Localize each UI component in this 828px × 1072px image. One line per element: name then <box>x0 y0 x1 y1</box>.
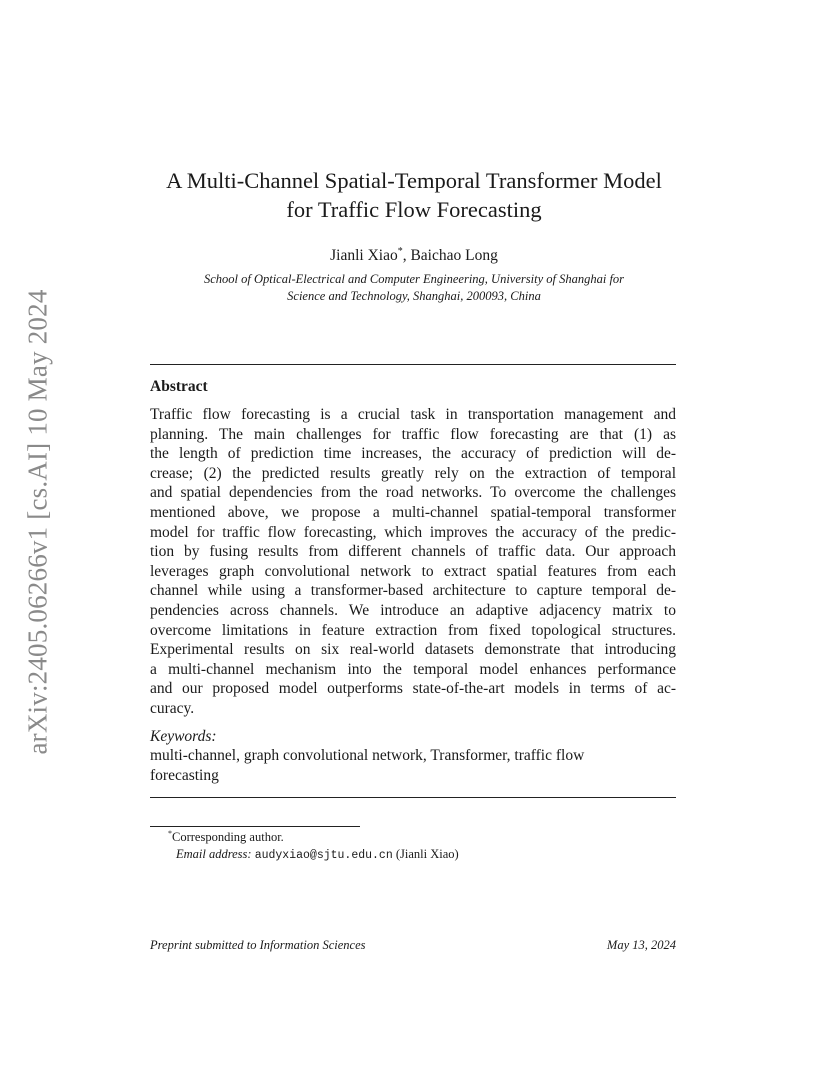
footer-date: May 13, 2024 <box>606 938 676 952</box>
abstract-line: tion by fusing results from different channels of traffic data. Our approach <box>150 543 676 561</box>
footnote-mark: * <box>168 829 172 838</box>
author-first: Jianli Xiao <box>330 247 398 265</box>
arxiv-identifier[interactable]: arXiv:2405.06266v1 [cs.AI] 10 May 2024 <box>22 289 53 755</box>
affiliation <box>150 271 678 305</box>
corresponding-mark: * <box>397 246 403 257</box>
abstract-line: pendencies across channels. We introduce an adaptive adjacency matrix to <box>150 601 676 619</box>
keywords-line-2: forecasting <box>150 766 219 784</box>
abstract-line: mentioned above, we propose a multi-channel spatial-temporal transformer <box>150 503 676 521</box>
preprint-note: Preprint submitted to Information Sciences <box>150 938 366 952</box>
affiliation-line-2: Science and Technology, Shanghai, 200093, China <box>287 289 541 303</box>
abstract-line: and spatial dependencies from the road networks. To overcome the challenges <box>150 484 676 502</box>
email-link[interactable]: audyxiao@sjtu.edu.cn <box>254 849 393 862</box>
abstract-line: planning. The main challenges for traffic flow forecasting are that (1) as <box>150 425 676 443</box>
abstract-line: Experimental results on six real-world datasets demonstrate that introducing <box>150 641 676 659</box>
affiliation-line-1: School of Optical-Electrical and Computer Engineering, University of Shanghai for <box>203 272 625 286</box>
title-line-1: A Multi-Channel Spatial-Temporal Transformer Model <box>166 168 662 193</box>
paper-title <box>120 166 708 224</box>
email-owner: (Jianli Xiao) <box>392 847 459 861</box>
abstract-body <box>150 405 676 719</box>
abstract-line: Traffic flow forecasting is a crucial task in transportation management and <box>150 406 676 423</box>
bottom-divider <box>150 797 676 798</box>
footnote-rule <box>150 826 360 827</box>
abstract-line: leverages graph convolutional network to extract spatial features from each <box>150 562 676 580</box>
abstract-line: the length of prediction time increases, the accuracy of prediction will de- <box>150 445 676 463</box>
abstract-line: a multi-channel mechanism into the temporal model enhances performance <box>150 660 676 678</box>
title-line-2: for Traffic Flow Forecasting <box>286 197 542 222</box>
footnote-text: Corresponding author. <box>172 830 284 845</box>
email-label: Email address: <box>176 847 252 861</box>
abstract-line: model for traffic flow forecasting, which improves the accuracy of the predic- <box>150 523 676 541</box>
abstract-line: curacy. <box>150 699 195 717</box>
keywords-list <box>150 746 676 785</box>
author-list <box>120 246 708 265</box>
abstract-heading: Abstract <box>150 378 208 395</box>
keywords-line-1: multi-channel, graph convolutional network, Transformer, traffic flow <box>150 747 585 764</box>
footnote-corresponding <box>168 829 284 845</box>
author-rest: , Baichao Long <box>402 247 498 265</box>
abstract-line: overcome limitations in feature extraction from fixed topological structures. <box>150 621 676 639</box>
footnote-email <box>176 847 459 862</box>
abstract-line: crease; (2) the predicted results greatly rely on the extraction of temporal <box>150 464 676 482</box>
abstract-line: and our proposed model outperforms state-of-the-art models in terms of ac- <box>150 680 676 698</box>
abstract-line: channel while using a transformer-based architecture to capture temporal de- <box>150 582 676 600</box>
keywords-heading: Keywords: <box>150 728 217 745</box>
top-divider <box>150 364 676 365</box>
